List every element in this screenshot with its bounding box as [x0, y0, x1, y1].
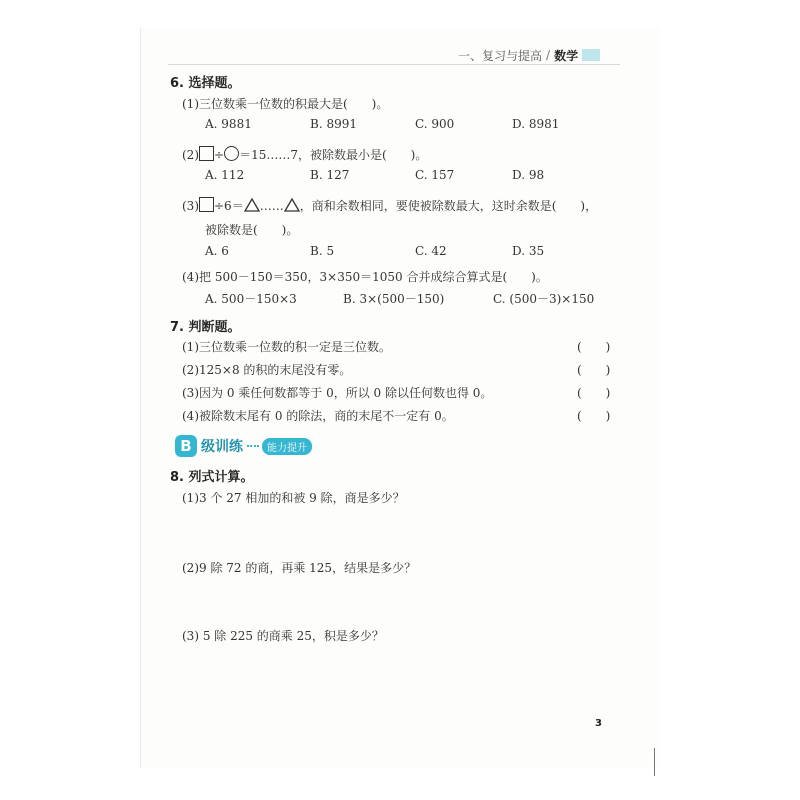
- circle-icon: [224, 146, 239, 161]
- q6-4-option-b: B. 3×(500－150): [343, 292, 445, 306]
- q6-2-prefix: (2): [182, 148, 199, 162]
- q8-item-1: (1)3 个 27 相加的和被 9 除，商是多少？: [182, 491, 405, 505]
- square-icon: [199, 197, 214, 212]
- q7-item-3: (3)因为 0 乘任何数都等于 0，所以 0 除以任何数也得 0。: [182, 386, 493, 400]
- q6-3-prefix: (3): [182, 199, 199, 213]
- q6-4-stem: (4)把 500－150＝350，3×350＝1050 合并成综合算式是( )。: [182, 270, 548, 284]
- q7-answer-2: ( ): [577, 363, 611, 377]
- triangle-icon: [284, 198, 300, 212]
- q6-3-option-a: A. 6: [205, 244, 229, 258]
- q7-answer-1: ( ): [577, 340, 611, 354]
- header-section: 一、复习与提高: [458, 48, 543, 63]
- q6-4-option-c: C. (500－3)×150: [493, 292, 595, 306]
- page-edge: [140, 28, 141, 768]
- q6-3-suffix: ，商和余数相同，要使被除数最大，这时余数是( )，: [299, 199, 598, 213]
- q7-item-4: (4)被除数末尾有 0 的除法，商的末尾不一定有 0。: [182, 409, 454, 423]
- page-header: [458, 45, 600, 65]
- q6-3-stem: [182, 197, 597, 214]
- q6-1-option-a: A. 9881: [205, 117, 252, 131]
- q6-3-stem-line2: 被除数是( )。: [205, 223, 299, 237]
- q7-item-1: (1)三位数乘一位数的积一定是三位数。: [182, 340, 391, 354]
- q6-2-option-b: B. 127: [310, 168, 350, 182]
- q6-3-option-c: C. 42: [415, 244, 447, 258]
- q7-title: 7. 判断题。: [170, 320, 241, 335]
- q7-answer-4: ( ): [577, 409, 611, 423]
- q7-item-2: (2)125×8 的积的末尾没有零。: [182, 363, 352, 377]
- header-slash: /: [546, 48, 551, 62]
- q6-3-option-b: B. 5: [310, 244, 335, 258]
- b-grade-chip: 能力提升: [262, 438, 312, 455]
- b-grade-banner: [175, 434, 312, 458]
- q7-answer-3: ( ): [577, 386, 611, 400]
- q6-1-option-b: B. 8991: [310, 117, 357, 131]
- header-color-chip: [582, 49, 600, 61]
- b-grade-title: 级训练: [201, 439, 243, 455]
- b-grade-dots: [247, 445, 259, 447]
- triangle-icon: [244, 198, 260, 212]
- header-subject: 数学: [554, 48, 579, 63]
- q6-2-option-a: A. 112: [205, 168, 245, 182]
- q8-item-3: (3) 5 除 225 的商乘 25，积是多少？: [182, 629, 384, 643]
- q6-2-option-c: C. 157: [415, 168, 455, 182]
- q6-title: 6. 选择题。: [170, 76, 241, 91]
- q6-3-mid2: ……: [259, 199, 284, 213]
- q6-2-option-d: D. 98: [512, 168, 545, 182]
- q6-3-mid: ÷6＝: [214, 199, 244, 213]
- b-grade-badge: B: [175, 435, 197, 457]
- q8-item-2: (2)9 除 72 的商，再乘 125，结果是多少？: [182, 561, 417, 575]
- q8-title: 8. 列式计算。: [170, 470, 254, 485]
- q6-2-mid: ÷: [214, 148, 225, 162]
- q6-1-option-c: C. 900: [415, 117, 455, 131]
- q6-3-option-d: D. 35: [512, 244, 545, 258]
- q6-2-suffix: ＝15……7，被除数最小是( )。: [239, 148, 428, 162]
- q6-1-option-d: D. 8981: [512, 117, 560, 131]
- q6-2-stem: [182, 146, 427, 163]
- page-number: 3: [595, 718, 602, 729]
- q6-4-option-a: A. 500－150×3: [205, 292, 297, 306]
- page-binding-mark: [654, 748, 655, 776]
- header-divider: [168, 64, 620, 65]
- q6-1-stem: (1)三位数乘一位数的积最大是( )。: [182, 97, 389, 111]
- square-icon: [199, 146, 214, 161]
